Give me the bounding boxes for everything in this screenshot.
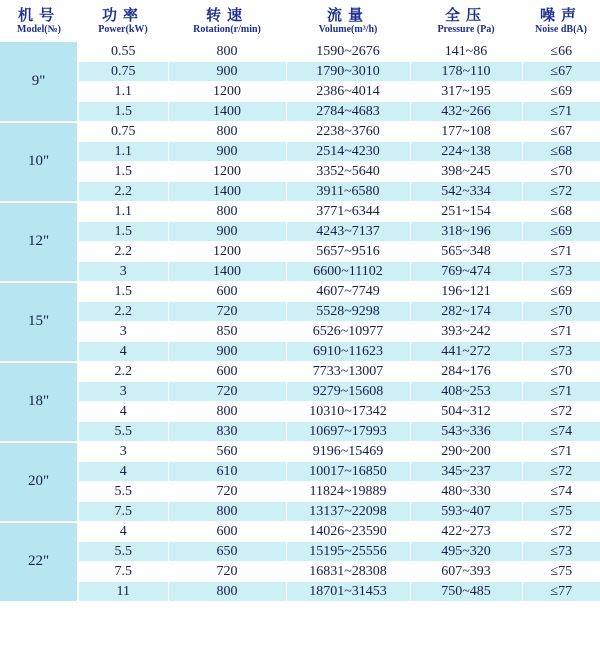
pressure-cell: 282~174 [410, 302, 522, 322]
power-cell: 3 [78, 382, 168, 402]
volume-cell: 6526~10977 [286, 322, 410, 342]
table-row [0, 122, 600, 142]
noise-cell: ≤73 [522, 262, 600, 282]
pressure-cell: 565~348 [410, 242, 522, 262]
volume-cell: 3771~6344 [286, 202, 410, 222]
noise-cell: ≤75 [522, 502, 600, 522]
power-cell: 11 [78, 582, 168, 602]
volume-cell: 9196~15469 [286, 442, 410, 462]
power-cell: 1.5 [78, 282, 168, 302]
rotation-cell: 1400 [168, 262, 286, 282]
header-noise-en: Noise dB(A) [535, 24, 587, 35]
pressure-cell: 543~336 [410, 422, 522, 442]
table-row [0, 502, 600, 522]
rotation-cell: 1200 [168, 82, 286, 102]
power-cell: 2.2 [78, 362, 168, 382]
table-row [0, 82, 600, 102]
rotation-cell: 1200 [168, 162, 286, 182]
noise-cell: ≤73 [522, 542, 600, 562]
model-cell: 9" [0, 42, 78, 122]
header-power-en: Power(kW) [98, 24, 148, 35]
power-cell: 0.75 [78, 62, 168, 82]
noise-cell: ≤68 [522, 142, 600, 162]
model-cell: 18" [0, 362, 78, 442]
power-cell: 1.1 [78, 202, 168, 222]
pressure-cell: 750~485 [410, 582, 522, 602]
header-pressure [410, 0, 522, 42]
table-row [0, 442, 600, 462]
volume-cell: 1590~2676 [286, 42, 410, 62]
table-row [0, 262, 600, 282]
power-cell: 4 [78, 522, 168, 542]
volume-cell: 2514~4230 [286, 142, 410, 162]
header-rotation-cn: 转速 [205, 6, 248, 24]
power-cell: 5.5 [78, 542, 168, 562]
power-cell: 1.1 [78, 142, 168, 162]
power-cell: 1.5 [78, 102, 168, 122]
pressure-cell: 408~253 [410, 382, 522, 402]
noise-cell: ≤71 [522, 242, 600, 262]
volume-cell: 7733~13007 [286, 362, 410, 382]
volume-cell: 2386~4014 [286, 82, 410, 102]
rotation-cell: 800 [168, 42, 286, 62]
pressure-cell: 480~330 [410, 482, 522, 502]
table-row [0, 222, 600, 242]
noise-cell: ≤69 [522, 82, 600, 102]
noise-cell: ≤72 [522, 462, 600, 482]
power-cell: 4 [78, 342, 168, 362]
table-row [0, 402, 600, 422]
rotation-cell: 850 [168, 322, 286, 342]
volume-cell: 4243~7137 [286, 222, 410, 242]
volume-cell: 6600~11102 [286, 262, 410, 282]
volume-cell: 2238~3760 [286, 122, 410, 142]
pressure-cell: 432~266 [410, 102, 522, 122]
rotation-cell: 900 [168, 342, 286, 362]
noise-cell: ≤69 [522, 282, 600, 302]
pressure-cell: 422~273 [410, 522, 522, 542]
noise-cell: ≤71 [522, 442, 600, 462]
noise-cell: ≤67 [522, 62, 600, 82]
table-row [0, 162, 600, 182]
rotation-cell: 900 [168, 222, 286, 242]
table-row [0, 362, 600, 382]
power-cell: 2.2 [78, 242, 168, 262]
model-cell: 20" [0, 442, 78, 522]
power-cell: 7.5 [78, 562, 168, 582]
volume-cell: 14026~23590 [286, 522, 410, 542]
power-cell: 2.2 [78, 302, 168, 322]
header-rotation-en: Rotation(r/min) [193, 24, 261, 35]
power-cell: 3 [78, 442, 168, 462]
rotation-cell: 800 [168, 122, 286, 142]
model-cell: 22" [0, 522, 78, 602]
power-cell: 3 [78, 262, 168, 282]
pressure-cell: 769~474 [410, 262, 522, 282]
volume-cell: 4607~7749 [286, 282, 410, 302]
power-cell: 5.5 [78, 482, 168, 502]
table-row [0, 242, 600, 262]
table-row [0, 202, 600, 222]
noise-cell: ≤74 [522, 482, 600, 502]
pressure-cell: 398~245 [410, 162, 522, 182]
model-cell: 10" [0, 122, 78, 202]
pressure-cell: 607~393 [410, 562, 522, 582]
volume-cell: 16831~28308 [286, 562, 410, 582]
noise-cell: ≤70 [522, 362, 600, 382]
rotation-cell: 600 [168, 282, 286, 302]
rotation-cell: 900 [168, 62, 286, 82]
volume-cell: 11824~19889 [286, 482, 410, 502]
table-row [0, 382, 600, 402]
rotation-cell: 800 [168, 202, 286, 222]
rotation-cell: 800 [168, 402, 286, 422]
rotation-cell: 1400 [168, 182, 286, 202]
model-cell: 12" [0, 202, 78, 282]
table-row [0, 302, 600, 322]
rotation-cell: 1400 [168, 102, 286, 122]
volume-cell: 10310~17342 [286, 402, 410, 422]
table-row [0, 42, 600, 62]
pressure-cell: 593~407 [410, 502, 522, 522]
noise-cell: ≤70 [522, 162, 600, 182]
noise-cell: ≤74 [522, 422, 600, 442]
power-cell: 3 [78, 322, 168, 342]
power-cell: 1.5 [78, 222, 168, 242]
header-volume-cn: 流量 [326, 6, 369, 24]
noise-cell: ≤67 [522, 122, 600, 142]
power-cell: 1.5 [78, 162, 168, 182]
pressure-cell: 177~108 [410, 122, 522, 142]
header-rotation [168, 0, 286, 42]
noise-cell: ≤68 [522, 202, 600, 222]
noise-cell: ≤66 [522, 42, 600, 62]
pressure-cell: 495~320 [410, 542, 522, 562]
header-power [78, 0, 168, 42]
rotation-cell: 720 [168, 482, 286, 502]
noise-cell: ≤70 [522, 302, 600, 322]
pressure-cell: 178~110 [410, 62, 522, 82]
rotation-cell: 830 [168, 422, 286, 442]
volume-cell: 13137~22098 [286, 502, 410, 522]
power-cell: 1.1 [78, 82, 168, 102]
pressure-cell: 504~312 [410, 402, 522, 422]
volume-cell: 15195~25556 [286, 542, 410, 562]
noise-cell: ≤72 [522, 402, 600, 422]
model-cell: 15" [0, 282, 78, 362]
rotation-cell: 800 [168, 582, 286, 602]
header-model [0, 0, 78, 42]
power-cell: 0.55 [78, 42, 168, 62]
pressure-cell: 284~176 [410, 362, 522, 382]
volume-cell: 10017~16850 [286, 462, 410, 482]
volume-cell: 3352~5640 [286, 162, 410, 182]
noise-cell: ≤71 [522, 322, 600, 342]
power-cell: 7.5 [78, 502, 168, 522]
header-volume-en: Volume(m³/h) [318, 24, 378, 35]
noise-cell: ≤73 [522, 342, 600, 362]
header-pressure-cn: 全压 [444, 6, 487, 24]
header-model-en: Model(№) [17, 24, 61, 35]
table-row [0, 322, 600, 342]
pressure-cell: 224~138 [410, 142, 522, 162]
noise-cell: ≤72 [522, 182, 600, 202]
rotation-cell: 720 [168, 382, 286, 402]
rotation-cell: 720 [168, 302, 286, 322]
pressure-cell: 441~272 [410, 342, 522, 362]
power-cell: 4 [78, 462, 168, 482]
table-row [0, 182, 600, 202]
volume-cell: 1790~3010 [286, 62, 410, 82]
header-noise [522, 0, 600, 42]
rotation-cell: 720 [168, 562, 286, 582]
pressure-cell: 251~154 [410, 202, 522, 222]
table-row [0, 102, 600, 122]
power-cell: 2.2 [78, 182, 168, 202]
pressure-cell: 317~195 [410, 82, 522, 102]
header-pressure-en: Pressure (Pa) [437, 24, 495, 35]
rotation-cell: 600 [168, 522, 286, 542]
header-noise-cn: 噪声 [539, 6, 582, 24]
table-header-row [0, 0, 600, 42]
header-power-cn: 功率 [101, 6, 144, 24]
table-row [0, 282, 600, 302]
noise-cell: ≤71 [522, 102, 600, 122]
header-volume [286, 0, 410, 42]
pressure-cell: 196~121 [410, 282, 522, 302]
table-row [0, 542, 600, 562]
rotation-cell: 900 [168, 142, 286, 162]
table-row [0, 462, 600, 482]
pressure-cell: 393~242 [410, 322, 522, 342]
table-row [0, 522, 600, 542]
rotation-cell: 1200 [168, 242, 286, 262]
table-row [0, 62, 600, 82]
volume-cell: 3911~6580 [286, 182, 410, 202]
pressure-cell: 290~200 [410, 442, 522, 462]
volume-cell: 6910~11623 [286, 342, 410, 362]
header-model-cn: 机号 [17, 6, 60, 24]
pressure-cell: 141~86 [410, 42, 522, 62]
noise-cell: ≤75 [522, 562, 600, 582]
volume-cell: 5528~9298 [286, 302, 410, 322]
volume-cell: 5657~9516 [286, 242, 410, 262]
pressure-cell: 318~196 [410, 222, 522, 242]
rotation-cell: 650 [168, 542, 286, 562]
table-row [0, 422, 600, 442]
volume-cell: 9279~15608 [286, 382, 410, 402]
power-cell: 0.75 [78, 122, 168, 142]
table-row [0, 582, 600, 602]
table-row [0, 482, 600, 502]
noise-cell: ≤77 [522, 582, 600, 602]
table-row [0, 562, 600, 582]
power-cell: 4 [78, 402, 168, 422]
rotation-cell: 610 [168, 462, 286, 482]
noise-cell: ≤69 [522, 222, 600, 242]
rotation-cell: 560 [168, 442, 286, 462]
rotation-cell: 800 [168, 502, 286, 522]
volume-cell: 2784~4683 [286, 102, 410, 122]
table-row [0, 142, 600, 162]
table-row [0, 342, 600, 362]
volume-cell: 10697~17993 [286, 422, 410, 442]
noise-cell: ≤72 [522, 522, 600, 542]
table-body [0, 42, 600, 602]
power-cell: 5.5 [78, 422, 168, 442]
pressure-cell: 542~334 [410, 182, 522, 202]
rotation-cell: 600 [168, 362, 286, 382]
noise-cell: ≤71 [522, 382, 600, 402]
volume-cell: 18701~31453 [286, 582, 410, 602]
pressure-cell: 345~237 [410, 462, 522, 482]
